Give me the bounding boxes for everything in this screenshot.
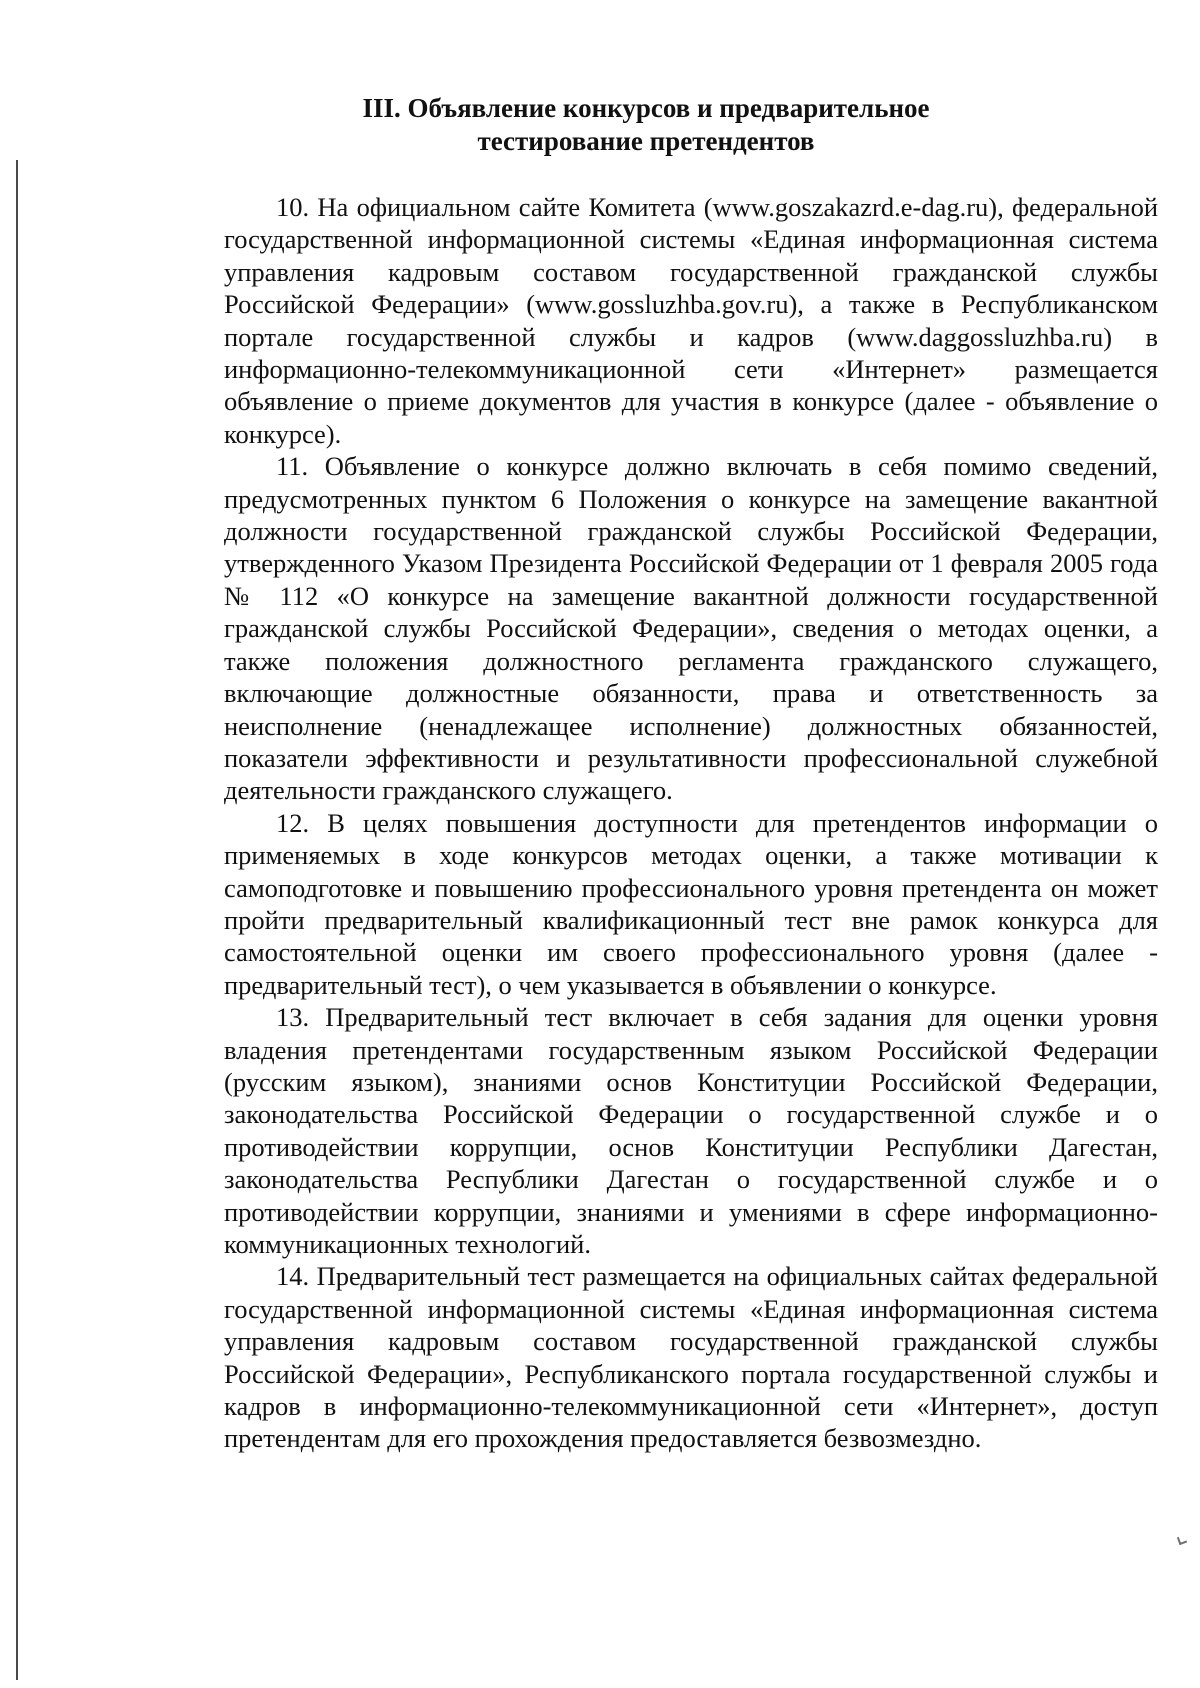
paragraph-10: 10. На официальном сайте Комитета (www.goszakazrd.e-dag.ru), федеральной государственной информационной системы «Единая информационная система управления кадровым составом государственной гражданской службы Российской Федерации» (www.gossluzhba.gov.ru), а также в Республиканском портале государственной службы и кадров (www.daggossluzhba.ru) в информационно-телекоммуникационной сети «Интернет» размещается объявление о приеме документов для участия в конкурсе (далее - объявление о конкурсе). bbox=[224, 192, 1158, 449]
paragraph-12: 12. В целях повышения доступности для претендентов информации о применяемых в ходе конкурсов методах оценки, а также мотивации к самоподготовке и повышению профессионального уровня претендента он может пройти предварительный квалификационный тест вне рамок конкурса для самостоятельной оценки им своего профессионального уровня (далее - предварительный тест), о чем указывается в объявлении о конкурсе. bbox=[224, 807, 1158, 1000]
paragraph-14: 14. Предварительный тест размещается на официальных сайтах федеральной государственной информационной системы «Единая информационная система управления кадровым составом государственной гражданской службы Российской Федерации», Республиканского портала государственной службы и кадров в информационно-телекоммуникационной сети «Интернет», доступ претендентам для его прохождения предоставляется безвозмездно. bbox=[224, 1261, 1158, 1454]
section-heading-line-2: тестирование претендентов bbox=[477, 126, 815, 156]
document-body bbox=[224, 191, 1158, 1455]
scan-edge-line bbox=[16, 160, 18, 1680]
section-heading-line-1: III. Объявление конкурсов и предварительное bbox=[362, 93, 930, 123]
paragraph-11: 11. Объявление о конкурсе должно включать в себя помимо сведений, предусмотренных пунктом 6 Положения о конкурсе на замещение вакантной должности государственной гражданской службы Российской Федерации, утвержденного Указом Президента Российской Федерации от 1 февраля 2005 года № 112 «О конкурсе на замещение вакантной должности государственной гражданской службы Российской Федерации», сведения о методах оценки, а также положения должностного регламента гражданского служащего, включающие должностные обязанности, права и ответственность за неисполнение (ненадлежащее исполнение) должностных обязанностей, показатели эффективности и результативности профессиональной служебной деятельности гражданского служащего. bbox=[224, 451, 1158, 806]
paragraph-13: 13. Предварительный тест включает в себя задания для оценки уровня владения претендентами государственным языком Российской Федерации (русским языком), знаниями основ Конституции Российской Федерации, законодательства Российской Федерации о государственной службе и о противодействии коррупции, основ Конституции Республики Дагестан, законодательства Республики Дагестан о государственной службе и о противодействии коррупции, знаниями и умениями в сфере информационно-коммуникационных технологий. bbox=[224, 1002, 1158, 1259]
scan-mark bbox=[1177, 1535, 1187, 1545]
section-heading bbox=[0, 92, 1200, 158]
